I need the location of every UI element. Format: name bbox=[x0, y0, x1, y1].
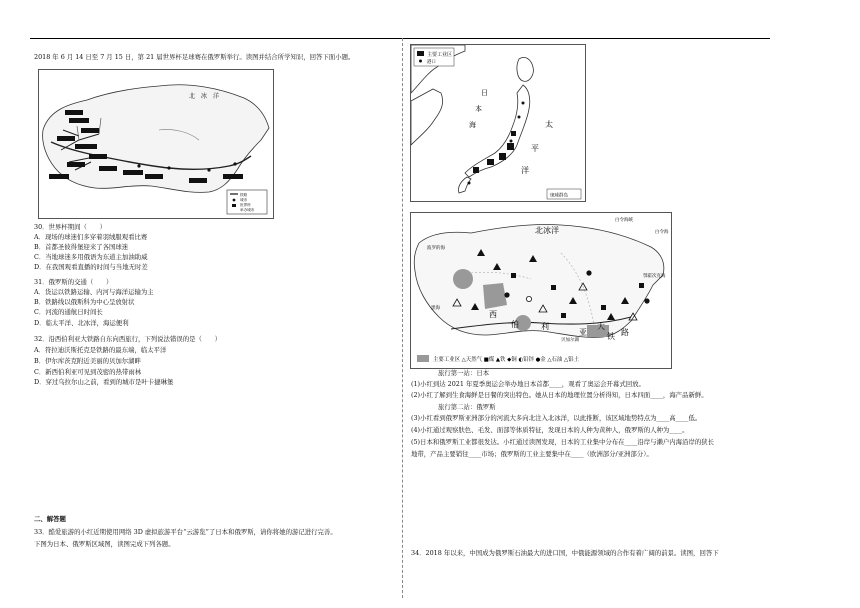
legend-city: 城市 bbox=[240, 198, 248, 202]
legend-worldcup: 世界杯 bbox=[240, 203, 251, 207]
q32-option-d: D．穿过乌拉尔山之前，看到的城市是叶卡捷琳堡 bbox=[34, 378, 174, 386]
resource-legend: 主要工业区 △天然气 ■煤 ▲铁 ◆铜 ◐铅锌 ●金 △石油 △铝土 bbox=[433, 357, 579, 363]
trip-question-2: (2)小红了解到生食海鲜是日餐的突出特色。她从日本的地理位置分析得知，日本四面____，海产品新鲜。 bbox=[411, 391, 708, 399]
trip-question-4: (4)小红通过观察肤色、毛发、面部等体质特征，发现日本的人种为黄种人，俄罗斯的人种为____。 bbox=[411, 426, 689, 434]
q32-option-c: C．新西伯利亚可见到茂密的热带雨林 bbox=[34, 368, 142, 376]
siberia-char-3: 利 bbox=[541, 322, 549, 331]
top-rule bbox=[30, 38, 770, 39]
section-title: 二、解答题 bbox=[34, 515, 66, 523]
okhotsk-sea-label: 鄂霍次克海 bbox=[643, 274, 666, 279]
q30-option-c: C．当地球迷多用俄语为东道主加油助威 bbox=[34, 253, 148, 261]
black-sea-label: 黑海 bbox=[431, 306, 440, 311]
trip-stop-2: 旅行第二站：俄罗斯 bbox=[438, 403, 496, 411]
trip-question-3: (3)小红看到俄罗斯亚洲部分的河流大多向北注入北冰洋，以此推断，该区域地势特点为____高____低。 bbox=[411, 414, 702, 422]
baltic-sea-label: 波罗的海 bbox=[427, 246, 445, 251]
sea-of-japan-char-1: 日 bbox=[481, 89, 488, 97]
q33-line-1: 33．酷爱旅游的小红近期使用网络 3D 虚拟旅游平台“云游览”了日本和俄罗斯，请你将她的游记进行完善。 bbox=[34, 528, 337, 536]
q31-stem: 31．俄罗斯的交通（ ） bbox=[34, 278, 113, 286]
bering-sea-label: 白令海 bbox=[655, 230, 669, 235]
baikal-label: 贝加尔湖 bbox=[561, 338, 579, 343]
railway-char-2: 铁 bbox=[607, 332, 615, 341]
railway-char-1: 大 bbox=[597, 322, 605, 331]
russia-railway-map bbox=[38, 69, 274, 219]
legend-railway: 铁路 bbox=[240, 193, 248, 197]
column-divider bbox=[402, 38, 403, 598]
q34-text: 34．2018 年以来，中国成为俄罗斯石油最大的进口国，中俄能源领域的合作有着广阔的前景。读图，回答下 bbox=[411, 549, 719, 557]
russia-resource-map bbox=[410, 212, 672, 369]
q30-option-a: A．现场的球迷们多穿着羽绒服观看比赛 bbox=[34, 233, 148, 241]
pacific-char-2: 平 bbox=[531, 144, 539, 153]
arctic-ocean-label: 北 冰 洋 bbox=[189, 93, 220, 100]
siberia-char-2: 伯 bbox=[511, 320, 519, 329]
pacific-char-1: 太 bbox=[545, 120, 553, 129]
bering-strait-label: 白令海峡 bbox=[615, 218, 633, 223]
q30-stem: 30．世界杯期间（ ） bbox=[34, 223, 107, 231]
arctic-ocean-label: 北冰洋 bbox=[535, 226, 559, 235]
ryukyu-inset-label: 琉球群岛 bbox=[550, 193, 568, 199]
q30-option-d: D．在我国观看直播的时间与当地无时差 bbox=[34, 263, 148, 271]
sea-of-japan-char-2: 本 bbox=[475, 105, 482, 113]
intro-text: 2018 年 6 月 14 日至 7 月 15 日，第 21 届世界杯足球赛在俄罗斯举行。读图并结合所学知识，回答下面小题。 bbox=[34, 53, 355, 61]
q32-option-a: A．符拉迪沃斯托克是铁路的最东端，临太平洋 bbox=[34, 346, 167, 354]
railway-char-3: 路 bbox=[621, 328, 629, 337]
q31-option-c: C．河流的通航日时间长 bbox=[34, 308, 103, 316]
q31-option-d: D．临太平洋、北冰洋，海运便利 bbox=[34, 319, 129, 327]
q32-option-b: B．伊尔库茨克附近美丽的贝加尔湖畔 bbox=[34, 357, 141, 365]
siberia-char-4: 亚 bbox=[579, 328, 587, 337]
q31-option-b: B．铁路线以俄斯科为中心呈放射状 bbox=[34, 298, 135, 306]
sea-of-japan-char-3: 海 bbox=[469, 121, 476, 129]
trip-question-5-line-2: 地带，产品主要销往____市场；俄罗斯的工业主要集中在____（欧洲部分/亚洲部分）。 bbox=[411, 450, 653, 458]
japan-legend-port: 港口 bbox=[427, 60, 436, 65]
trip-stop-1: 旅行第一站：日本 bbox=[438, 369, 490, 377]
q33-line-2: 下图为日本、俄罗斯区域图，读图完成下列各题。 bbox=[34, 540, 175, 548]
japan-map bbox=[410, 44, 586, 202]
japan-legend-industry: 主要工业区 bbox=[427, 52, 453, 58]
q31-option-a: A．货运以铁路运输、内河与海洋运输为主 bbox=[34, 288, 154, 296]
trip-question-1: (1)小红到达 2021 年夏季奥运会举办地日本首都____，观看了奥运会开幕式回放。 bbox=[411, 380, 645, 388]
siberia-char-1: 西 bbox=[489, 310, 497, 319]
legend-host-city: 举办城市 bbox=[240, 208, 255, 212]
q32-stem: 32．沿西伯利亚大铁路自东向西旅行，下列说法错误的是（ ） bbox=[34, 335, 222, 343]
q30-option-b: B．首都圣彼得堡迎来了各国球迷 bbox=[34, 243, 129, 251]
trip-question-5-line-1: (5)日本和俄罗斯工业都很发达。小红通过读图发现，日本的工业集中分布在____沿岸与濑户内海沿岸的狭长 bbox=[411, 438, 715, 446]
pacific-char-3: 洋 bbox=[521, 166, 529, 175]
